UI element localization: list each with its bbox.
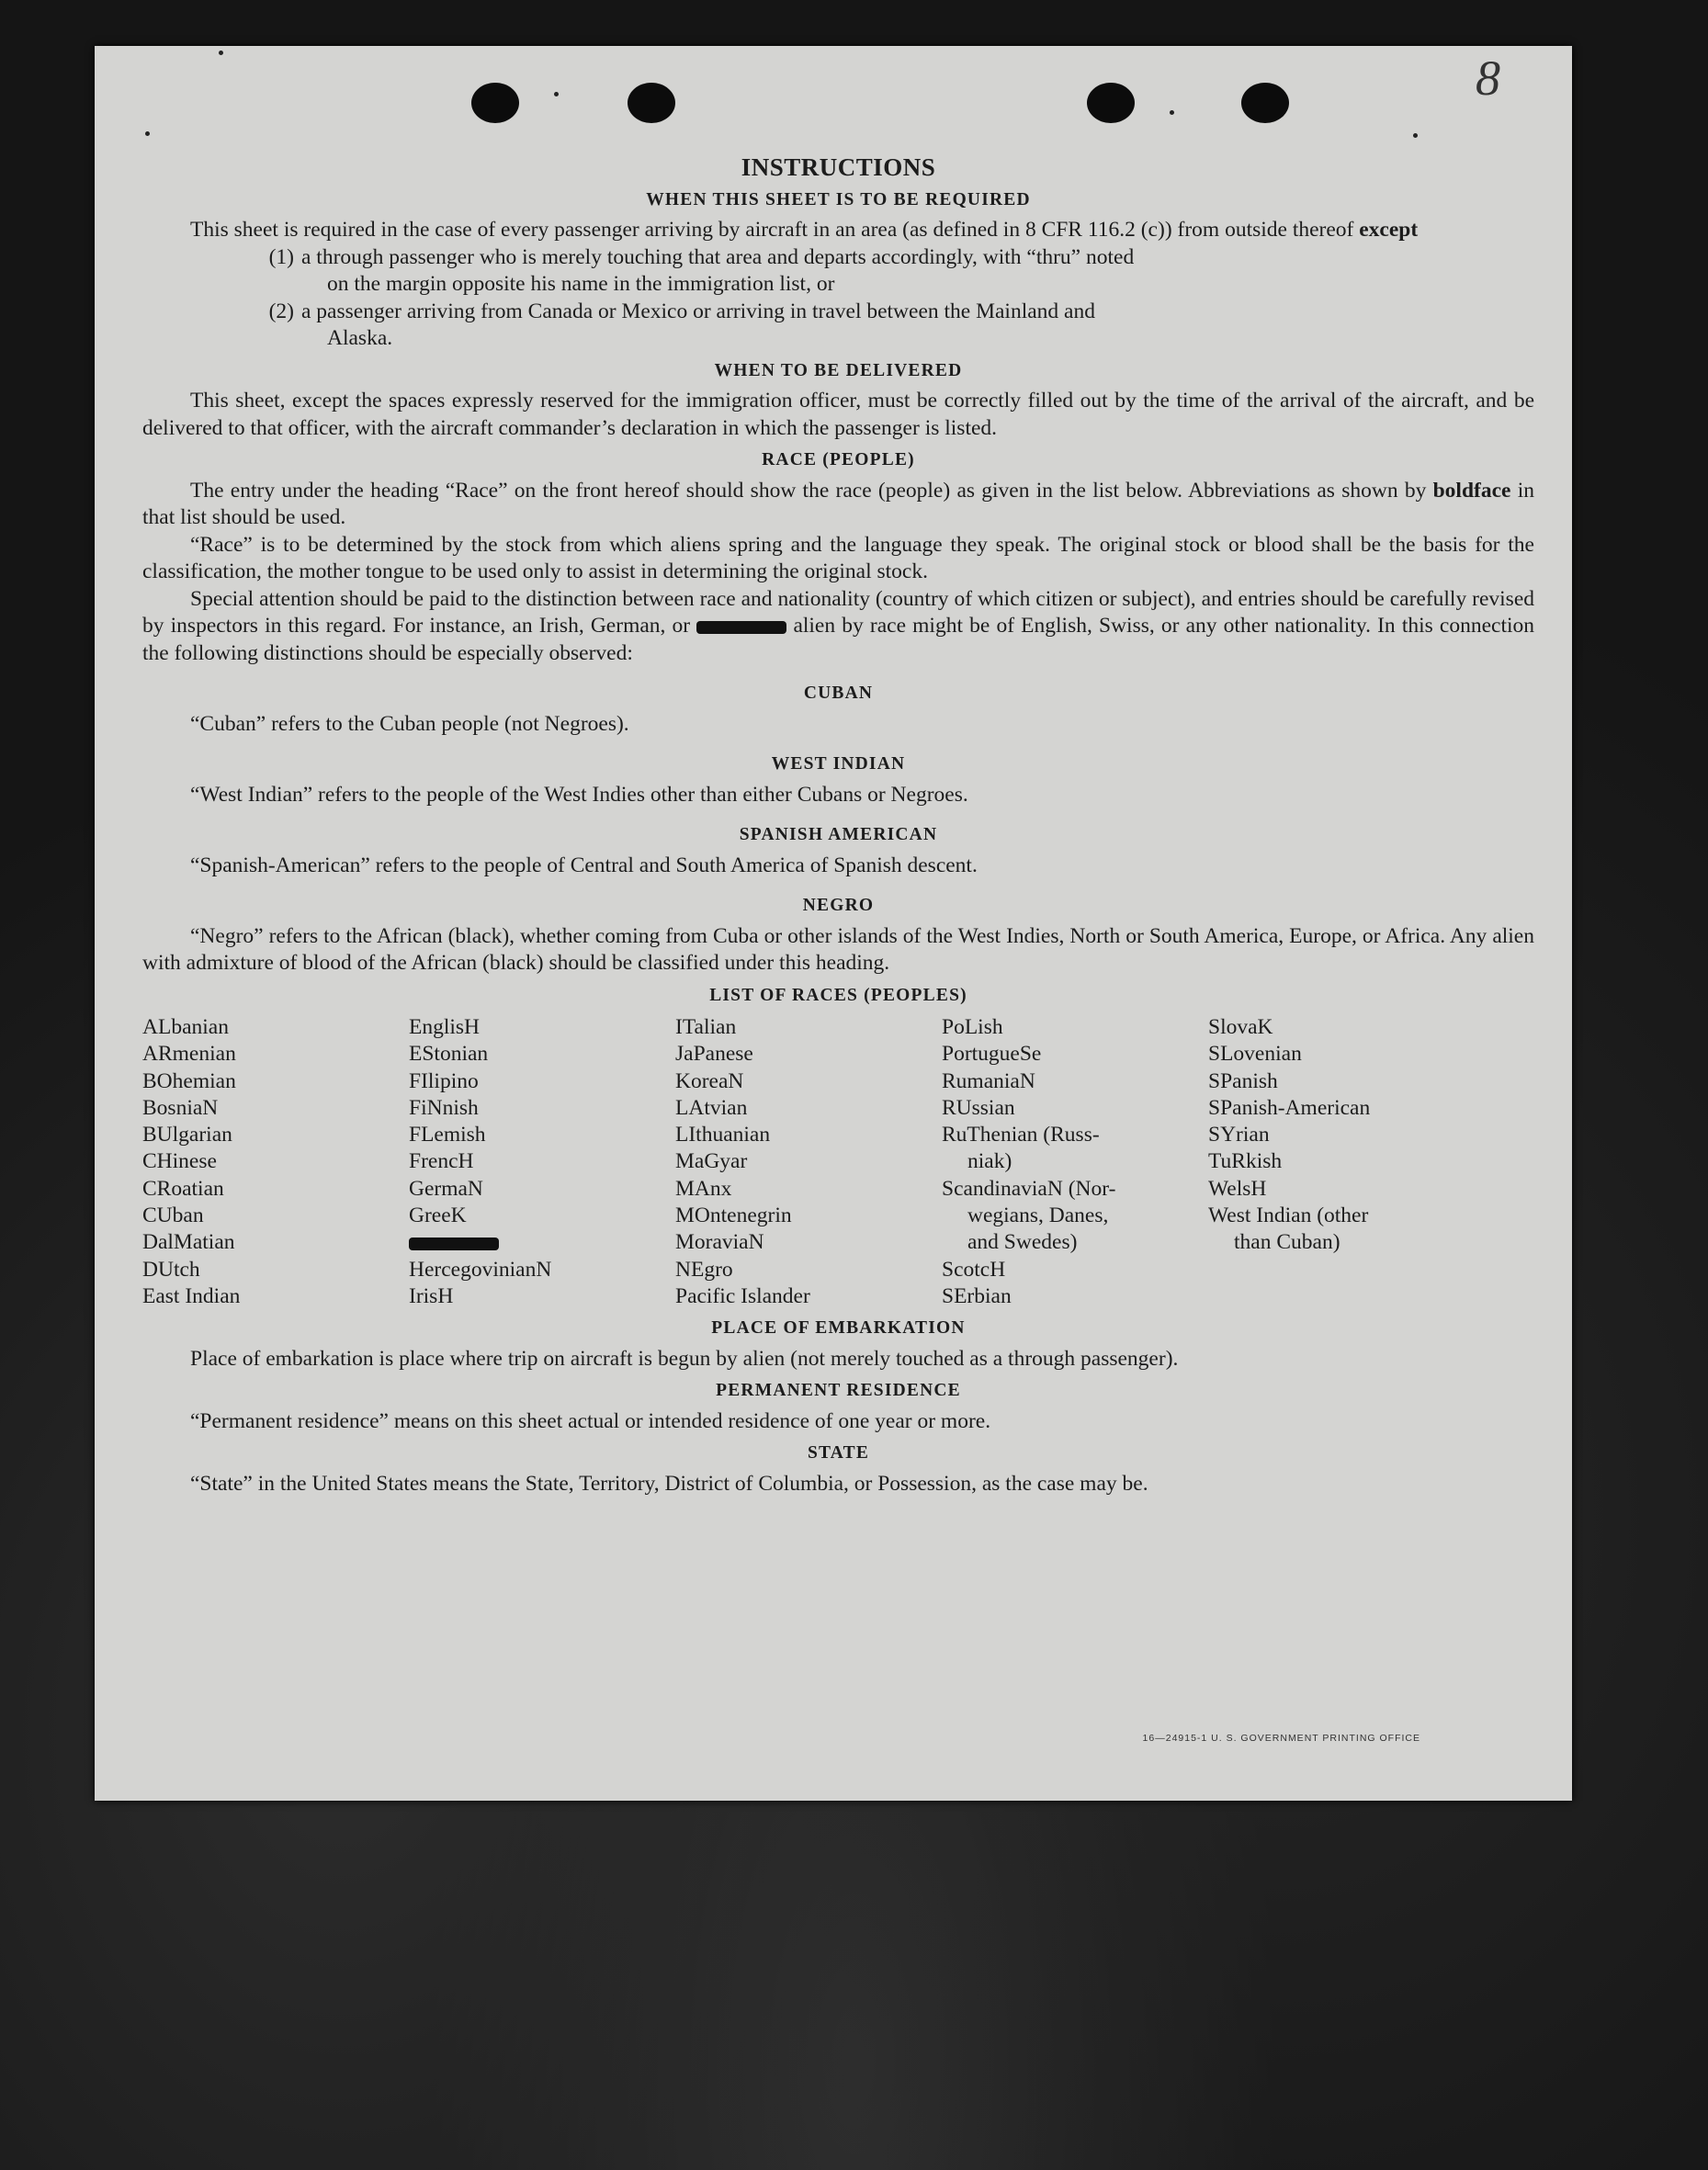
race-item: FrencH	[409, 1149, 474, 1174]
race-item: TuRkish	[1208, 1149, 1283, 1174]
page-title: INSTRUCTIONS	[741, 153, 936, 181]
paragraph: “Race” is to be determined by the stock from which aliens spring and the language they speak. The original stock or blood shall be the basis for the classification, the mother tongue to be used only to assist in determining the original stock.	[142, 532, 1534, 583]
paragraph: This sheet, except the spaces expressly reserved for the immigration officer, must be correctly filled out by the time of the arrival of the aircraft, and be delivered to that officer, with the aircraft commander’s declaration in which the passenger is listed.	[142, 389, 1534, 440]
race-item: MoraviaN	[675, 1230, 764, 1255]
race-column	[1208, 1014, 1465, 1310]
race-item: ScotcH	[942, 1257, 1006, 1282]
race-item: BOhemian	[142, 1068, 236, 1093]
race-item: CRoatian	[142, 1176, 224, 1201]
race-item-continuation: niak)	[967, 1149, 1012, 1174]
race-item: RUssian	[942, 1095, 1015, 1120]
race-item-continuation: than Cuban)	[1234, 1230, 1340, 1255]
paragraph: This sheet is required in the case of every passenger arriving by aircraft in an area (as defined in 8 CFR 116.2 (c)) from outside thereof except	[190, 218, 1419, 242]
race-item: CHinese	[142, 1149, 217, 1174]
document-sheet	[95, 46, 1572, 1801]
race-item-redacted	[409, 1229, 675, 1256]
race-item: NEgro	[675, 1257, 733, 1282]
paragraph: Special attention should be paid to the distinction between race and nationality (country of which citizen or subject), and entries should be carefully revised by inspectors in this regard. For instance, an Irish, German, or alien by race might be of English, Swiss, or any other nationality. In this connection the following distinctions should be especially observed:	[142, 586, 1535, 665]
race-item: MaGyar	[675, 1149, 748, 1174]
race-item: SPanish-American	[1208, 1095, 1371, 1120]
paragraph: “State” in the United States means the State, Territory, District of Columbia, or Possession, as the case may be.	[190, 1471, 1148, 1496]
list-item: (2) a passenger arriving from Canada or Mexico or arriving in travel between the Mainland and Alaska.	[268, 299, 1095, 350]
race-item: SlovaK	[1208, 1015, 1273, 1039]
race-column	[409, 1014, 675, 1310]
race-column	[142, 1014, 409, 1310]
race-item: ARmenian	[142, 1042, 236, 1067]
race-item: WelsH	[1208, 1176, 1267, 1201]
punch-hole	[628, 83, 675, 123]
race-list	[142, 1014, 1534, 1310]
section-heading: SPANISH AMERICAN	[739, 825, 938, 844]
race-item: SErbian	[942, 1283, 1012, 1308]
race-item: CUban	[142, 1204, 204, 1228]
redaction-mark	[696, 621, 786, 634]
punch-hole	[471, 83, 519, 123]
paragraph: “Cuban” refers to the Cuban people (not Negroes).	[190, 711, 629, 736]
paragraph: “West Indian” refers to the people of the West Indies other than either Cubans or Negroes.	[190, 782, 968, 807]
race-item: MOntenegrin	[675, 1204, 792, 1228]
section-heading: WEST INDIAN	[771, 754, 906, 774]
speck	[145, 131, 150, 136]
race-item: RumaniaN	[942, 1068, 1035, 1093]
section-heading: PLACE OF EMBARKATION	[711, 1318, 966, 1339]
race-column	[942, 1014, 1208, 1310]
speck	[554, 92, 559, 96]
paragraph: “Negro” refers to the African (black), whether coming from Cuba or other islands of the West Indies, North or South America, Europe, or Africa. Any alien with admixture of blood of the African (black) should be classified under this heading.	[142, 923, 1534, 975]
race-item: EStonian	[409, 1042, 489, 1067]
redaction-mark	[409, 1238, 499, 1250]
race-item: DUtch	[142, 1257, 200, 1282]
race-item: FIlipino	[409, 1068, 479, 1093]
race-item: EnglisH	[409, 1015, 481, 1039]
race-item: ITalian	[675, 1015, 737, 1039]
paragraph: The entry under the heading “Race” on the front hereof should show the race (people) as given in the list below. Abbreviations as shown by boldface in that list should be used.	[142, 478, 1535, 529]
race-item: ScandinaviaN (Nor-	[942, 1176, 1116, 1201]
race-item: ALbanian	[142, 1015, 229, 1039]
race-item: JaPanese	[675, 1042, 753, 1067]
race-item: MAnx	[675, 1176, 732, 1201]
race-item: GreeK	[409, 1204, 467, 1228]
list-item: (1) a through passenger who is merely touching that area and departs accordingly, with “thru” noted on the margin opposite his name in the immigration list, or	[268, 244, 1135, 296]
race-item: PortugueSe	[942, 1042, 1042, 1067]
race-item: LAtvian	[675, 1095, 748, 1120]
race-item: HercegovinianN	[409, 1257, 552, 1282]
paragraph: Place of embarkation is place where trip on aircraft is begun by alien (not merely touched as a through passenger).	[190, 1346, 1179, 1371]
race-item: DalMatian	[142, 1230, 235, 1255]
section-heading: WHEN TO BE DELIVERED	[714, 360, 963, 380]
instructions-content	[142, 154, 1534, 1498]
section-heading: STATE	[807, 1443, 870, 1464]
race-item: SPanish	[1208, 1068, 1278, 1093]
race-item: West Indian (other	[1208, 1204, 1369, 1228]
section-heading: NEGRO	[802, 896, 875, 915]
race-item: LIthuanian	[675, 1123, 771, 1147]
section-heading: CUBAN	[803, 684, 874, 703]
section-heading: WHEN THIS SHEET IS TO BE REQUIRED	[646, 189, 1031, 209]
race-item: Pacific Islander	[675, 1283, 810, 1308]
race-item: SLovenian	[1208, 1042, 1302, 1067]
print-office-code: 16—24915-1 U. S. GOVERNMENT PRINTING OFFICE	[1142, 1733, 1420, 1744]
paragraph: “Permanent residence” means on this sheet actual or intended residence of one year or more.	[190, 1408, 991, 1433]
race-item: BosniaN	[142, 1095, 219, 1120]
race-item: KoreaN	[675, 1068, 744, 1093]
paragraph: “Spanish-American” refers to the people of Central and South America of Spanish descent.	[190, 853, 978, 877]
speck	[1170, 110, 1174, 115]
race-item: IrisH	[409, 1283, 454, 1308]
race-item: GermaN	[409, 1176, 483, 1201]
punch-hole	[1087, 83, 1135, 123]
punch-hole	[1241, 83, 1289, 123]
race-item: FLemish	[409, 1123, 486, 1147]
race-item: FiNnish	[409, 1095, 479, 1120]
section-heading: LIST OF RACES (PEOPLES)	[709, 985, 967, 1005]
race-item: SYrian	[1208, 1123, 1270, 1147]
race-item: RuThenian (Russ-	[942, 1123, 1100, 1147]
race-column	[675, 1014, 942, 1310]
speck	[219, 51, 223, 55]
race-item: BUlgarian	[142, 1123, 232, 1147]
section-heading: RACE (PEOPLE)	[762, 450, 915, 469]
race-item-continuation: and Swedes)	[967, 1230, 1078, 1255]
race-item: East Indian	[142, 1283, 241, 1308]
section-heading: PERMANENT RESIDENCE	[716, 1381, 961, 1401]
race-item-continuation: wegians, Danes,	[967, 1204, 1109, 1228]
handwritten-mark: 8	[1476, 51, 1500, 106]
race-item: PoLish	[942, 1015, 1003, 1039]
speck	[1413, 133, 1418, 138]
